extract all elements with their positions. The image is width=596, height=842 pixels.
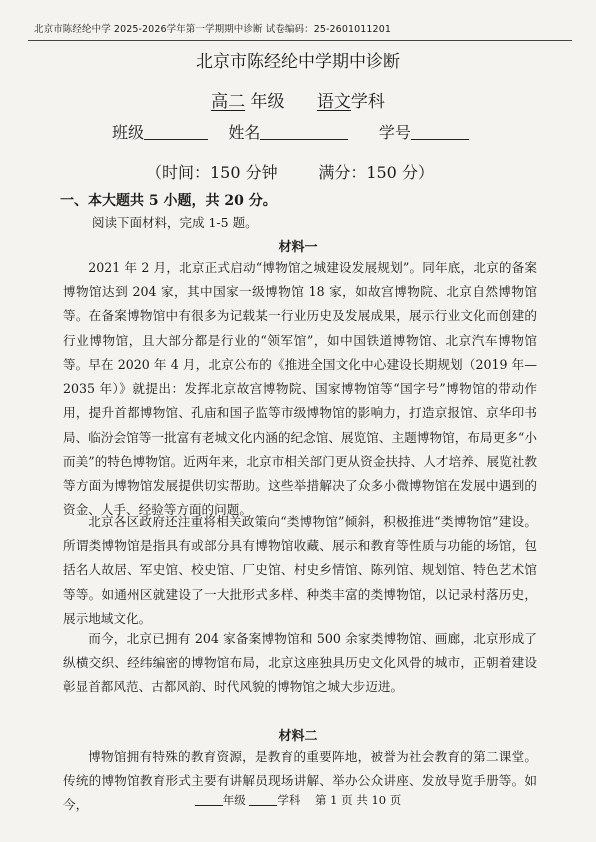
material-two-title: 材料二 xyxy=(278,729,318,744)
subject-value: 语文 xyxy=(316,92,351,112)
material-one-paragraph-4: 而今，北京已拥有 204 家备案博物馆和 500 余家类博物馆、画廊，北京形成了纵横交织、经纬编密的博物馆布局，北京这座独具历史文化风骨的城市，正朝着建设彰显首都风范、古都风韵、时代风貌的博物馆之城大步迈进。 xyxy=(63,631,537,695)
grade-label: 年级 xyxy=(245,92,285,112)
id-label: 学号 xyxy=(378,123,411,142)
material-one-title: 材料一 xyxy=(278,240,318,255)
subject-label: 学科 xyxy=(350,92,385,112)
student-id-field[interactable] xyxy=(411,139,469,140)
footer-grade-blank xyxy=(195,805,223,806)
page-number: 第 1 页 共 10 页 xyxy=(315,793,402,807)
student-info-row xyxy=(112,120,469,143)
page-footer xyxy=(0,792,596,808)
material-one-paragraph-1: 2021 年 2 月，北京正式启动“博物馆之城建设发展规划”。同年底，北京的备案博物馆达到 204 家，其中国家一级博物馆 18 家，如故宫博物院、北京自然博物馆等。在备案博物馆中有很多为记载某一行业历史及发展成果，展示行业文化而创建的行业博物馆，且大部分都是行业的“领军馆”，如中国铁道博物馆、北京汽车博物馆等。 xyxy=(63,260,537,372)
grade-subject-row xyxy=(0,87,596,112)
name-label: 姓名 xyxy=(228,123,261,142)
instruction-text: 阅读下面材料，完成 1-5 题。 xyxy=(92,215,258,230)
material-two-paragraph-1: 博物馆拥有特殊的教育资源，是教育的重要阵地，被誉为社会教育的第二课堂。传统的博物馆教育形式主要有讲解员现场讲解、举办公众讲座、发放导览手册等。如今， xyxy=(63,749,537,813)
footer-grade-label: 年级 xyxy=(222,793,246,807)
page-title: 北京市陈经纶中学期中诊断 xyxy=(196,52,400,72)
time-score-info: （时间：150 分钟 满分：150 分） xyxy=(146,163,434,182)
section-heading: 一、本大题共 5 小题，共 20 分。 xyxy=(60,193,277,209)
exam-header: 北京市陈经纶中学 2025-2026学年第一学期期中诊断 试卷编码：25-2601011201 xyxy=(34,24,391,35)
material-one-paragraph-3: 北京各区政府还注重将相关政策向“类博物馆”倾斜，积极推进“类博物馆”建设。所谓类博物馆是指具有或部分具有博物馆收藏、展示和教育等性质与功能的场馆，包括名人故居、军史馆、校史馆、厂史馆、村史乡情馆、陈列馆、规划馆、特色艺术馆等等。如通州区就建设了一大批形式多样、种类丰富的类博物馆，以记录村落历史，展示地域文化。 xyxy=(63,514,537,626)
material-one-paragraph-2: 早在 2020 年 4 月，北京公布的《推进全国文化中心建设长期规划（2019 年—2035 年）》就提出：发挥北京故宫博物院、国家博物馆等“国字号”博物馆的带动作用，提升首都博物馆、孔庙和国子监等市级博物馆的影响力，打造京报馆、京华印书局、临汾会馆等一批富有老城文化内涵的纪念馆、展览馆、主题博物馆，布局更多“小而美”的特色博物馆。近两年来，北京市相关部门更从资金扶持、人才培养、展览社教等方面为博物馆发展提供切实帮助。这些举措解决了众多小微博物馆在发展中遇到的资金、人手、经验等方面的问题。 xyxy=(63,357,537,518)
name-field[interactable] xyxy=(260,139,348,140)
footer-subject-label: 学科 xyxy=(277,793,301,807)
grade-value: 高二 xyxy=(211,92,246,112)
class-field[interactable] xyxy=(144,139,208,140)
header-divider xyxy=(28,40,572,41)
footer-subject-blank xyxy=(249,805,277,806)
class-label: 班级 xyxy=(112,123,145,142)
